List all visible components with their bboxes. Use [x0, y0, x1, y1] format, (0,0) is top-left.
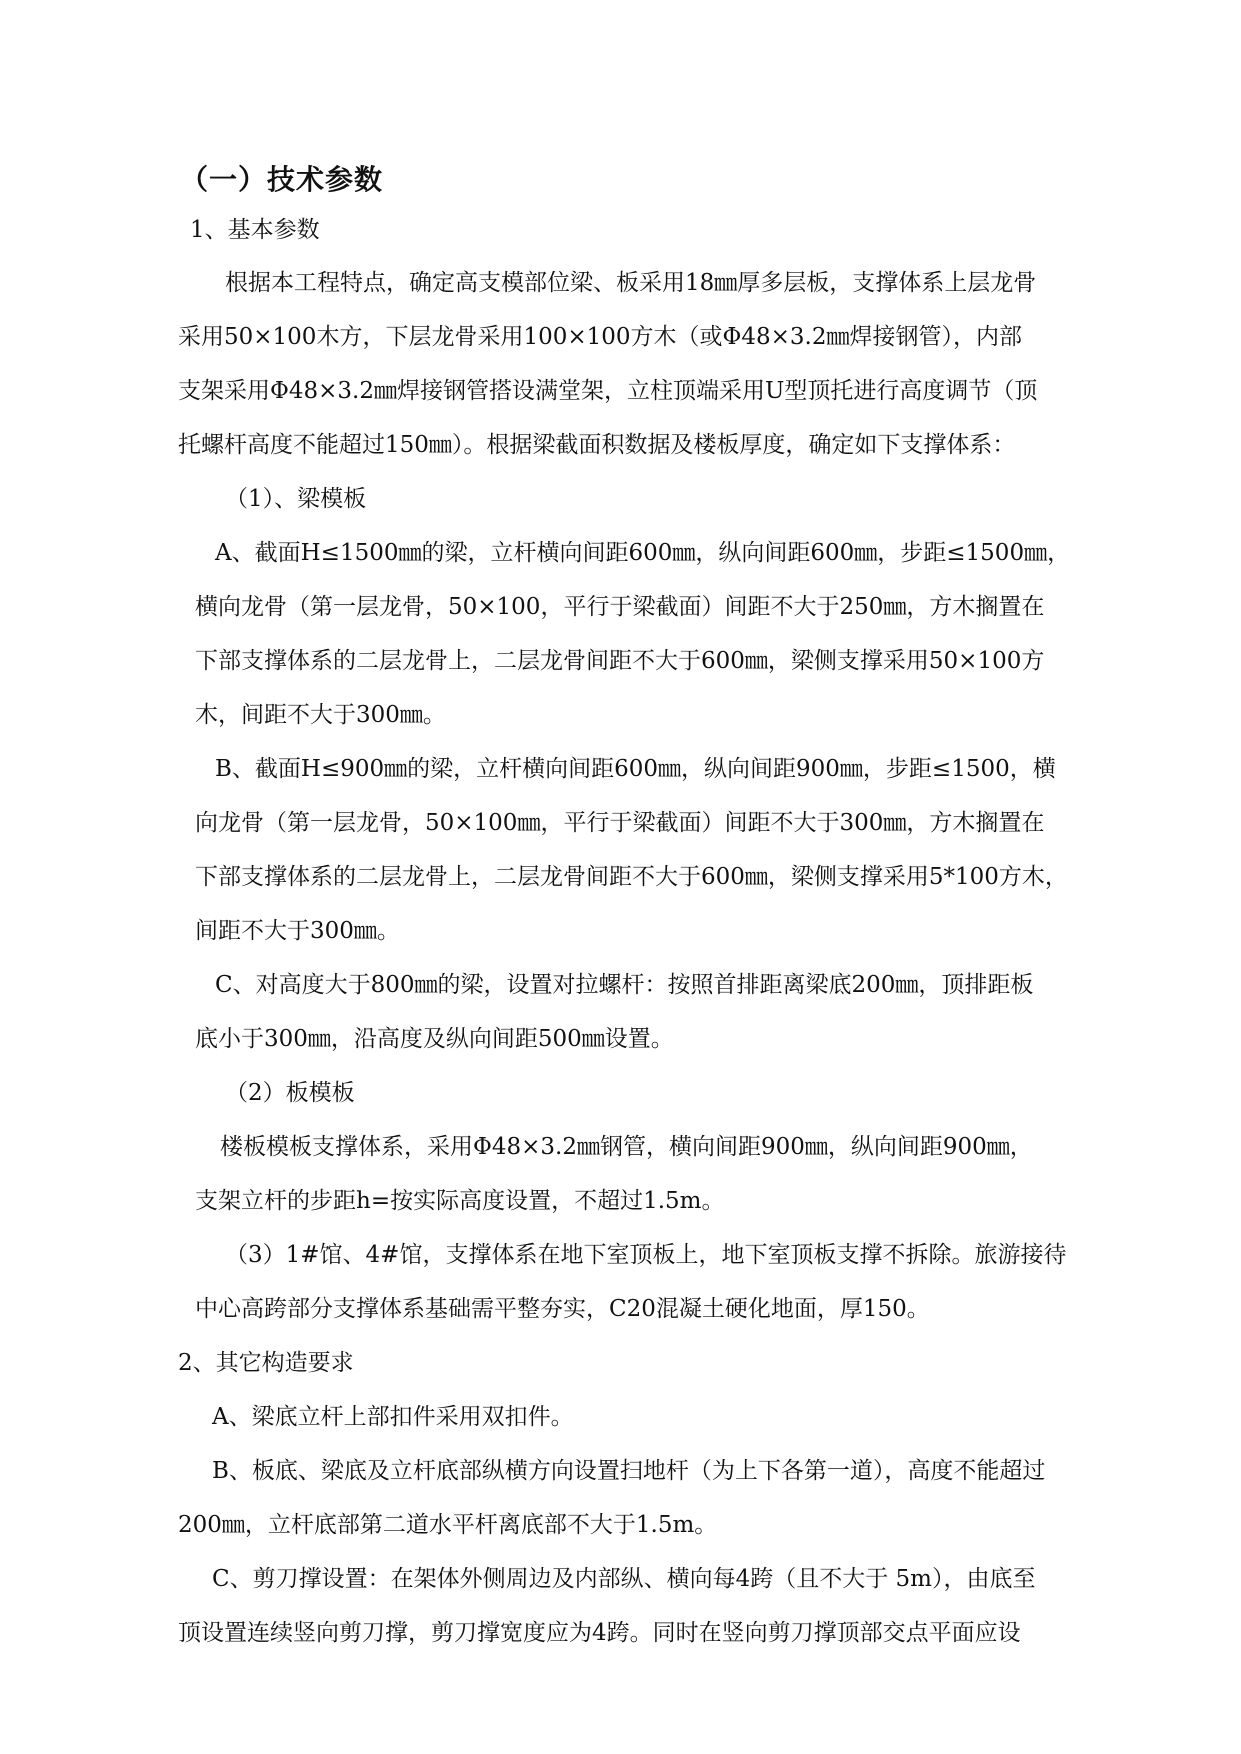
paragraph-line: 楼板模板支撑体系，采用Φ48×3.2㎜钢管，横向间距900㎜，纵向间距900㎜， — [220, 1134, 1033, 1160]
paragraph-line: 中心高跨部分支撑体系基础需平整夯实，C20混凝土硬化地面，厚150。 — [195, 1296, 930, 1322]
paragraph-line: 横向龙骨（第一层龙骨，50×100，平行于梁截面）间距不大于250㎜，方木搁置在 — [195, 594, 1045, 620]
paragraph-line: A、截面H≤1500㎜的梁，立杆横向间距600㎜，纵向间距600㎜，步距≤1500㎜， — [215, 540, 1071, 566]
slab-formwork-title: （2）板模板 — [225, 1080, 355, 1106]
paragraph-line: 木，间距不大于300㎜。 — [195, 702, 446, 728]
paragraph-line: 支架采用Φ48×3.2㎜焊接钢管搭设满堂架，立柱顶端采用U型顶托进行高度调节（顶 — [178, 378, 1038, 404]
paragraph-line: 顶设置连续竖向剪刀撑，剪刀撑宽度应为4跨。同时在竖向剪刀撑顶部交点平面应设 — [178, 1620, 1021, 1646]
paragraph-line: 支架立杆的步距h=按实际高度设置，不超过1.5m。 — [195, 1188, 725, 1214]
paragraph-line: 底小于300㎜，沿高度及纵向间距500㎜设置。 — [195, 1026, 674, 1052]
subsection-title-basic-params: 1、基本参数 — [190, 217, 320, 243]
paragraph-line: C、剪刀撑设置：在架体外侧周边及内部纵、横向每4跨（且不大于 5m），由底至 — [212, 1566, 1036, 1592]
subsection-title-other-requirements: 2、其它构造要求 — [178, 1350, 354, 1376]
section-heading: （一）技术参数 — [180, 163, 384, 196]
paragraph-line: 下部支撑体系的二层龙骨上，二层龙骨间距不大于600㎜，梁侧支撑采用50×100方 — [195, 648, 1045, 674]
paragraph-line: B、板底、梁底及立杆底部纵横方向设置扫地杆（为上下各第一道），高度不能超过 — [212, 1458, 1046, 1484]
paragraph-line: 200㎜，立杆底部第二道水平杆离底部不大于1.5m。 — [178, 1512, 718, 1538]
beam-formwork-title: （1）、梁模板 — [225, 486, 367, 512]
paragraph-line: C、对高度大于800㎜的梁，设置对拉螺杆：按照首排距离梁底200㎜，顶排距板 — [215, 972, 1034, 998]
paragraph-line: 采用50×100木方，下层龙骨采用100×100方木（或Φ48×3.2㎜焊接钢管），内部 — [178, 324, 1022, 350]
paragraph-line: B、截面H≤900㎜的梁，立杆横向间距600㎜，纵向间距900㎜，步距≤1500，横 — [215, 756, 1056, 782]
paragraph-line: 托螺杆高度不能超过150㎜）。根据梁截面积数据及楼板厚度，确定如下支撑体系： — [178, 432, 1016, 458]
paragraph-line: 向龙骨（第一层龙骨，50×100㎜，平行于梁截面）间距不大于300㎜，方木搁置在 — [195, 810, 1045, 836]
paragraph-line: 根据本工程特点，确定高支模部位梁、板采用18㎜厚多层板，支撑体系上层龙骨 — [225, 270, 1037, 296]
paragraph-line: （3）1#馆、4#馆，支撑体系在地下室顶板上，地下室顶板支撑不拆除。旅游接待 — [225, 1242, 1067, 1268]
paragraph-line: 间距不大于300㎜。 — [195, 918, 400, 944]
paragraph-line: 下部支撑体系的二层龙骨上，二层龙骨间距不大于600㎜，梁侧支撑采用5*100方木， — [195, 864, 1068, 890]
paragraph-line: A、梁底立杆上部扣件采用双扣件。 — [212, 1404, 574, 1430]
